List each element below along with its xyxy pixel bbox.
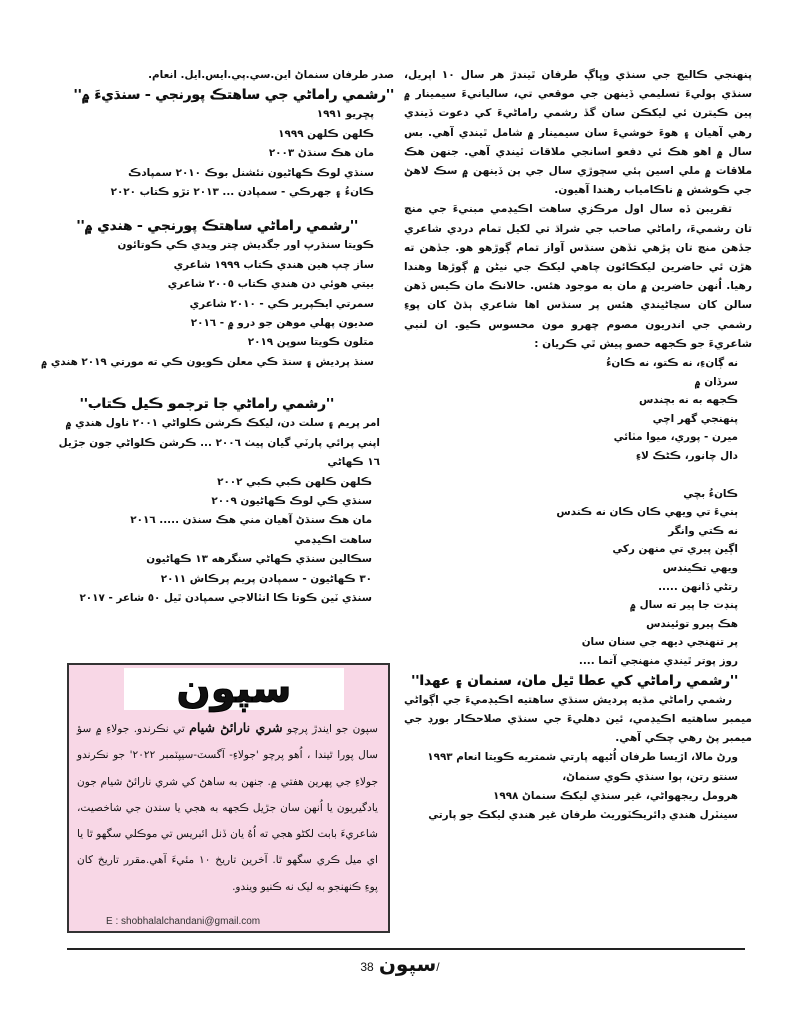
notice-poet-name: شري نارائڻ شيام	[189, 720, 283, 735]
poem-line: ڪانءُ بچي	[683, 487, 738, 500]
work-item: سمرتي ايڪپرير ڪي - ٢٠١٠ شاعري	[189, 297, 374, 310]
work-item: ڪلهن ڪلهن ١٩٩٩	[278, 127, 374, 140]
notice-line-start: سپون جو ايندڙ پرچو	[286, 723, 378, 735]
work-item: ڪانءُ ۽ جهرڪي - سمپادن ... ٢٠١٣ تڙو ڪتاب ٢٠٢٠	[110, 186, 374, 199]
intro-paragraph: پنهنجي ڪاليج جي سنڌي وڀاڳ طرفان ٿيندڙ هر سال ١٠ اپريل، سنڌي ٻوليءَ تسليمي ڏينهن جي موقعي تي، ساليانيءَ سيمينار ۾ پين ڪيترن ئي ليکڪن سان گڏ رشمي راماڻيءَ کي دعوت ڏيندي رهي آهيان ۽ هوءَ خوشيءَ سان سيمينار ۾ شامل ٿيندي آهي. بس سال ۾ اهو هڪ ئي دفعو اسانجي ملاقات ٿيندي آهي. جنهن هڪ ملاقات ۾ ملي اسين ٻئي سڄوڙي سال جي ٻن ڏينهن ۾ سڪ لاهڻ جي ڪوشش ۾ ناڪامياب رهندا آهيون.	[404, 69, 752, 197]
translation-works-list	[58, 414, 394, 608]
work-item: سنڌي ٽين ڪوتا ڪا انٿالاجي سمپادن ٿيل ٥٠ شاعر - ٢٠١٧	[79, 591, 372, 604]
poem-line: پنڊت جا پير ته سال ۾	[629, 599, 738, 612]
right-column	[404, 66, 752, 826]
award-item: ورڻ مالا، اڙيسا طرفان اُڻيهه پارتي شمتريه ڪويتا انعام ١٩٩٣	[427, 751, 738, 764]
work-item: ڪلهن ڪلهن ڪبي ڪبي ٢٠٠٢	[217, 475, 372, 488]
work-item: امر پريم ۽ سلت دن، ليکڪ ڪرشن ڪلواڻي ٢٠٠١ ناول هندي ۾	[65, 417, 380, 430]
poem-line: هڪ پيرو توئيندس	[646, 617, 738, 630]
contact-email[interactable]: E : shobhalalchandani@gmail.com	[106, 916, 261, 927]
translation-works-heading: ''رشمي راماڻي جا ترجمو ڪيل ڪتاب''	[79, 396, 334, 413]
footer-divider	[67, 948, 745, 950]
poem-line: سرڏان ۾	[694, 375, 738, 388]
work-item: ١٦ ڪهاڻي	[327, 456, 380, 469]
poem-line: پر تنهنجي ديهه جي سنان سان	[581, 636, 738, 649]
page-number: 38/	[360, 960, 440, 974]
award-item: سنتو رتن، ٻوا سنڌي ڪوي سنماڻ،	[562, 770, 738, 783]
poem-line: ويهي تڪيندس	[662, 561, 738, 574]
work-item: ٣٠ ڪهاڻيون - سمپادن پريم پرڪاش ٢٠١١	[160, 572, 372, 585]
poem-stanza-1	[404, 354, 752, 466]
logo-text: سپون	[176, 666, 292, 712]
work-item: ساهت اڪيڊمي	[294, 533, 372, 546]
poem-stanza-2	[404, 485, 752, 671]
page-footer	[0, 952, 800, 976]
poem-line: پنهنجي گهر اچي	[652, 412, 738, 425]
work-item: اپني پرائي پارٽي گيان پيٺ ٢٠٠٦ ... ڪرشن ڪلواڻي جون جڙيل	[58, 436, 380, 449]
intro-line: صدر طرفان سنماڻ اين.سي.پي.ايس.ايل. انعام.	[148, 69, 394, 81]
poem-line: ڪجهه به نه بچندس	[638, 394, 738, 407]
magazine-logo	[124, 668, 344, 710]
work-item: بيتي هوئي دن هندي ڪتاب ٢٠٠٥ شاعري	[167, 278, 374, 291]
memory-paragraph: تقريبن ڏه سال اول مرڪزي ساهت اڪيڊمي مبنيءَ جي منچ تان رشميءَ، راماڻي صاحب جي شراڌ تي لکيل تمام دردي شاعري جڏهن منچ تان پڙهي تڏهن سنڌس آواز تمام ڳوڙهو هو. جڏهن ته هڙن ئي حاضرين ليکڪائون چاهي ليکڪ جي نيڻن ۾ ڳوڙها وهندا رهيا. اُنهن حاضرين ۾ مان به موجود هئس. حالانڪ مان ڪيس ڏهن سالن کان سڃاڻيندي هئس پر سنڌس اها شاعري ٻڌڻ کان پوءِ رشمي جي اندريون مصوم چهرو مون محسوس ڪيو. ان لنبي شاعريءَ جو ڪجهه حصو پيش ٿي ڪريان :	[404, 203, 752, 350]
notice-line-end: تي نڪرندو.	[133, 723, 185, 735]
work-item: سنڌي ڪي لوڪ ڪهاڻيون ٢٠٠٩	[211, 494, 372, 507]
hindi-works-heading: ''رشمي راماڻي ساهتڪ پورنجي - هندي ۾''	[76, 218, 358, 235]
work-item: متلون ڪويتا سوپن ٢٠١٩	[247, 336, 374, 349]
work-item: صديون پهلي موهن جو درو ۾ - ٢٠١٦	[190, 317, 374, 330]
poem-line: روز پوتر ٿيندي منهنجي آتما ....	[578, 654, 738, 667]
footer-magazine-name: سپون	[378, 952, 437, 976]
poem-line: ٻنيءَ تي ويهي ڪان ڪان نه ڪندس	[556, 506, 738, 519]
spacer	[62, 202, 394, 216]
poem-line: ميرن - پوري، ميوا مٺائي	[613, 431, 738, 444]
notice-text	[77, 715, 378, 900]
poem-line: دال چانور، ڪڻڪ لاءِ	[635, 450, 738, 463]
poem-line: نه ڳانءِ، نه ڪتو، نه ڪانءُ	[606, 357, 738, 370]
spacer	[62, 372, 394, 394]
poem-line: نه ڪتي وانگر	[668, 524, 738, 537]
awards-list	[404, 748, 752, 826]
poem-line: اڳين پيري تي منهن رکي	[612, 543, 738, 556]
work-item: سڪالين سنڌي ڪهاڻي سنگرهه ١٣ ڪهاڻيون	[146, 553, 372, 566]
notice-body: جولاءِ ۾ سؤ سال پورا ٿيندا ، اُهو پرچو 'جولاءِ- آگسٽ-سيپٽمبر ٢٠٢٢' جو نڪرندو جولاءِ جي پهرين هفتي ۾. جنهن به ساهڻ کي شري نارائڻ شيام جون يادگيريون يا اُنهن سان جڙيل ڪجهه به هجي يا سندن جي شاخصيت، شاعريءَ بابت لکڻو هجي ته اُهُ يان ڏنل ائبريس تي موڪلي سگهو ٿا يا اي ميل ڪري سگهو ٿا. آخرين تاريخ ١٠ مئيءَ آهي.مقرر تاريخ کان پوءِ ڪنهنجو به ليک نه ڪنيو ويندو.	[77, 723, 378, 893]
awards-heading: ''رشمي راماڻي کي عطا ٿيل مان، سنمان ۽ عهدا''	[411, 672, 738, 689]
membership-paragraph: رشمي راماڻي مڌيه پرديش سنڌي ساهتيه اڪيڊميءَ جي اڳواڻي ميمبر ساهتيه اڪيڊمي، ئين دهليءَ جي سنڌي صلاحڪار بورڊ جي ميمبر پڻ رهي چڪي آهي.	[404, 693, 752, 744]
notice-box	[67, 663, 390, 933]
poem-line: رتڻي ڏانهن .....	[658, 580, 738, 593]
left-column	[41, 66, 394, 608]
spacer	[404, 466, 752, 485]
sindhi-works-list	[62, 105, 394, 202]
work-item: پڇريو ١٩٩١	[316, 108, 374, 121]
award-item: سينٽرل هندي ڊائريڪٽوريٽ طرفان غير هندي ليکڪ جو پارتي	[428, 809, 738, 822]
work-item: سنڌ پرديش ۽ سنڌ ڪي معلن ڪويون ڪي ته مورتي ٢٠١٩ هندي ۾	[41, 355, 374, 368]
sindhi-works-heading: ''رشمي راماڻي جي ساهتڪ پورنجي - سنڌيءَ ۾''	[73, 87, 394, 104]
hindi-works-list	[41, 236, 394, 372]
work-item: مان هڪ سنڌڻ ٢٠٠٣	[268, 147, 374, 160]
work-item: ڪويتا سنڌرپ اور جگديش چتر ويدي ڪي ڪوتائون	[117, 239, 374, 252]
award-item: هرومل ريجهواڻي، غير سنڌي ليکڪ سنماڻ ١٩٩٨	[493, 789, 738, 802]
work-item: سنڌي لوڪ ڪهاڻيون نئشنل بوڪ ٢٠١٠ سمپادڪ	[128, 166, 374, 179]
work-item: مان هڪ سنڌڻ آهيان مني هڪ سنڌن ..... ٢٠١٦	[130, 514, 372, 527]
work-item: ساز چپ هين هندي ڪتاب ١٩٩٩ شاعري	[173, 258, 374, 271]
